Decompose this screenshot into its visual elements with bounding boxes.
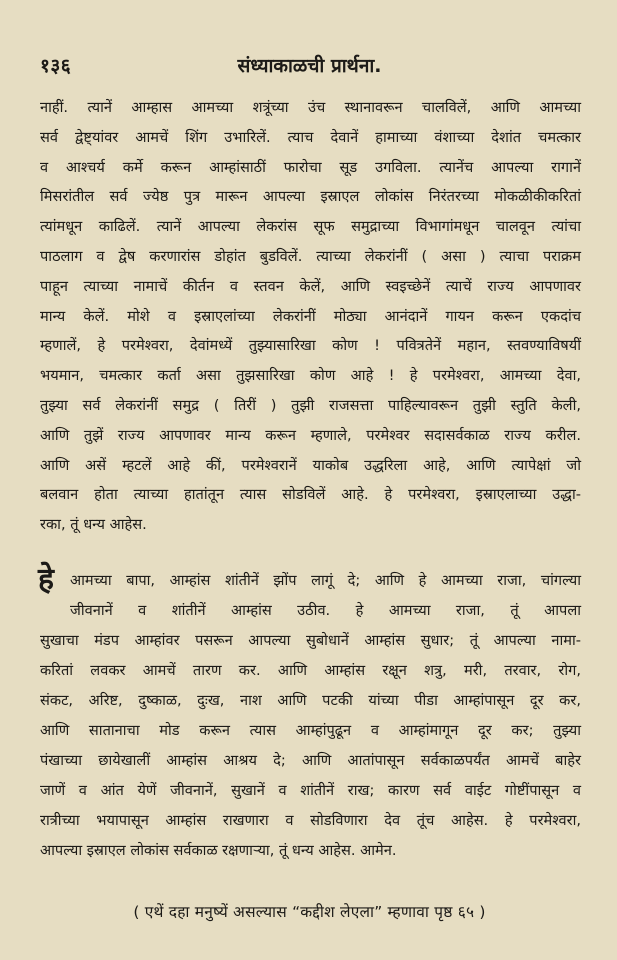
text-line: आमच्या बापा, आम्हांस शांतीनें झोंप लागूं दे; आणि हे आमच्या राजा, चांगल्या	[70, 572, 581, 589]
paragraph-1	[40, 93, 581, 540]
text-line: पंखाच्या छायेखालीं आम्हांस आश्रय दे; आणि आतांपासून सर्वकाळपर्यंत आमचें बाहेर	[40, 752, 581, 769]
text-line: करितां लवकर आमचें तारण कर. आणि आम्हांस रक्षून शत्रु, मरी, तरवार, रोग,	[40, 662, 581, 679]
page-number: १३६	[40, 55, 72, 77]
page-header	[40, 52, 579, 82]
text-line: आपल्या इस्राएल लोकांस सर्वकाळ रक्षणाऱ्या, तूं धन्य आहेस. आमेन.	[40, 842, 397, 859]
text-line: आणि सातानाचा मोड करून त्यास आम्हांपुढून व आम्हांमागून दूर कर; तुझ्या	[40, 722, 581, 739]
text-line: रात्रीच्या भयापासून आम्हांस राखणारा व सोडविणारा देव तूंच आहेस. हे परमेश्वरा,	[40, 812, 581, 829]
text-line: सुखाचा मंडप आम्हांवर पसरून आपल्या सुबोधानें आम्हांस सुधार; तूं आपल्या नामा-	[40, 632, 581, 649]
text-line: आणि असें म्हटलें आहे कीं, परमेश्वरानें याकोब उद्धरिला आहे, आणि त्यापेक्षां जो	[40, 456, 581, 474]
paragraph-2	[38, 562, 581, 866]
text-line: पाठलाग व द्वेष करणारांस डोहांत बुडविलें. त्याच्या लेकरांनीं ( असा ) त्याचा पराक्रम	[40, 247, 581, 265]
text-line: नाहीं. त्यानें आम्हास आमच्या शत्रूंच्या उंच स्थानावरून चालविलें, आणि आमच्या	[40, 99, 581, 116]
text-line: पाहून त्याच्या नामाचें कीर्तन व स्तवन केलें, आणि स्वइच्छेनें त्याचें राज्य आपणावर	[40, 277, 581, 295]
text-line: बलवान होता त्याच्या हातांतून त्यास सोडविलें आहे. हे परमेश्वरा, इस्राएलाच्या उद्धा-	[40, 486, 581, 504]
text-line: मान्य केलें. मोशे व इस्राएलांच्या लेकरांनीं मोठ्या आनंदानें गायन करून एकदांच	[40, 307, 581, 325]
footnote: ( एथें दहा मनुष्यें असल्यास “कद्दीश लेएला” म्हणावा पृष्ठ ६५ )	[133, 903, 486, 921]
text-line: संकट, अरिष्ट, दुष्काळ, दुःख, नाश आणि पटकी यांच्या पीडा आम्हांपासून दूर कर,	[40, 692, 581, 709]
text-line: व आश्चर्य कर्मे करून आम्हांसाठीं फारोचा सूड उगविला. त्यानेंच आपल्या रागानें	[40, 158, 581, 176]
text-line: जाणें व आंत येणें जीवनानें, सुखानें व शांतीनें राख; कारण सर्व वाईट गोष्टींपासून व	[40, 782, 581, 799]
text-line: आणि तुझें राज्य आपणावर मान्य करून म्हणाले, परमेश्वर सदासर्वकाळ राज्य करील.	[40, 426, 581, 444]
running-title: संध्याकाळची प्रार्थना.	[237, 55, 382, 77]
text-line: तुझ्या सर्व लेकरांनीं समुद्र ( तिरीं ) तुझी राजसत्ता पाहिल्यावरून तुझी स्तुति केली,	[40, 396, 581, 414]
text-line: रका, तूं धन्य आहेस.	[40, 516, 147, 534]
text-line: सर्व द्वेष्ट्यांवर आमचें शिंग उभारिलें. त्याच देवानें हामाच्या वंशाच्या देशांत चमत्कार	[40, 128, 581, 146]
text-line: भयमान, चमत्कार कर्ता असा तुझसारिखा कोण आहे ! हे परमेश्वरा, आमच्या देवा,	[40, 367, 581, 385]
text-line: मिसरांतील सर्व ज्येष्ठ पुत्र मारून आपल्या इस्राएल लोकांस निरंतरच्या मोकळीकीकरितां	[40, 188, 581, 206]
text-line: त्यांमधून काढिलें. त्यानें आपल्या लेकरांस सूफ समुद्राच्या विभागांमधून चालवून त्यांचा	[40, 218, 581, 236]
text-line: म्हणालें, हे परमेश्वरा, देवांमध्यें तुझ्यासारिखा कोण ! पवित्रतेनें महान, स्तवण्याविषयीं	[40, 337, 581, 355]
text-line: जीवनानें व शांतीनें आम्हांस उठीव. हे आमच्या राजा, तूं आपला	[70, 602, 581, 619]
drop-cap: हे	[38, 562, 54, 597]
